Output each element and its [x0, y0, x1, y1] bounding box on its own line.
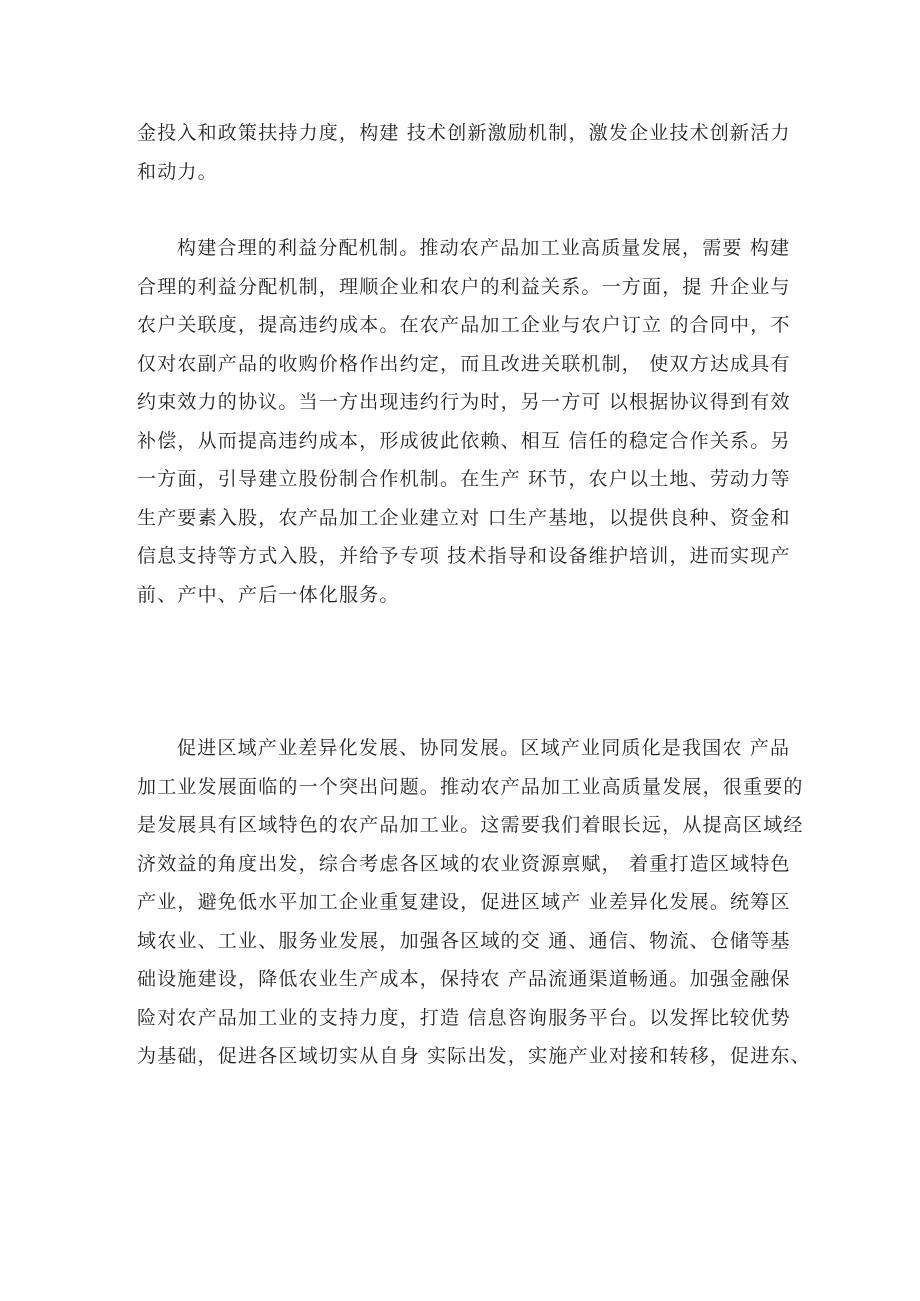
paragraph-line: 是发展具有区域特色的农产品加工业。这需要我们着眼长远，从提高区域经 — [137, 814, 804, 836]
paragraph-innovation-continued — [137, 114, 791, 191]
paragraph-line: 险对农产品加工业的支持力度，打造 信息咨询服务平台。以发挥比较优势 — [137, 1006, 791, 1029]
paragraph-line: 补偿，从而提高违约成本，形成彼此依赖、相互 信任的稳定合作关系。另 — [137, 429, 791, 452]
paragraph-line: 促进区域产业差异化发展、协同发展。区域产业同质化是我国农 产品 — [177, 737, 791, 759]
paragraph-line: 约束效力的协议。当一方出现违约行为时，另一方可 以根据协议得到有效 — [137, 391, 791, 413]
paragraph-line: 信息支持等方式入股，并给予专项 技术指导和设备维护培训，进而实现产 — [137, 545, 791, 567]
paragraph-line: 础设施建设，降低农业生产成本，保持农 产品流通渠道畅通。加强金融保 — [137, 968, 791, 990]
paragraph-line: 产业，避免低水平加工企业重复建设，促进区域产 业差异化发展。统筹区 — [137, 891, 791, 913]
paragraph-line: 和动力。 — [137, 160, 218, 183]
paragraph-line: 生产要素入股，农产品加工企业建立对 口生产基地，以提供良种、资金和 — [137, 506, 791, 529]
paragraph-line: 农户关联度，提高违约成本。在农产品加工企业与农户订立 的合同中，不 — [137, 314, 791, 336]
paragraph-line: 加工业发展面临的一个突出问题。推动农产品加工业高质量发展，很重要的 — [137, 775, 804, 798]
paragraph-line: 合理的利益分配机制，理顺企业和农户的利益关系。一方面，提 升企业与 — [137, 275, 791, 298]
paragraph-regional-development — [137, 729, 811, 1076]
paragraph-line: 前、产中、产后一体化服务。 — [137, 583, 400, 606]
paragraph-benefit-distribution — [137, 229, 791, 614]
paragraph-line: 济效益的角度出发，综合考虑各区域的农业资源禀赋， 着重打造区域特色 — [137, 852, 791, 875]
paragraph-line: 域农业、工业、服务业发展，加强各区域的交 通、通信、物流、仓储等基 — [137, 929, 791, 952]
paragraph-line: 为基础，促进各区域切实从自身 实际出发，实施产业对接和转移，促进东、 — [137, 1045, 811, 1067]
paragraph-line: 一方面，引导建立股份制合作机制。在生产 环节，农户以土地、劳动力等 — [137, 468, 791, 490]
paragraph-line: 仅对农副产品的收购价格作出约定，而且改进关联机制， 使双方达成具有 — [137, 352, 791, 375]
paragraph-line: 金投入和政策扶持力度，构建 技术创新激励机制，激发企业技术创新活力 — [137, 122, 791, 144]
paragraph-line: 构建合理的利益分配机制。推动农产品加工业高质量发展，需要 构建 — [177, 237, 791, 259]
